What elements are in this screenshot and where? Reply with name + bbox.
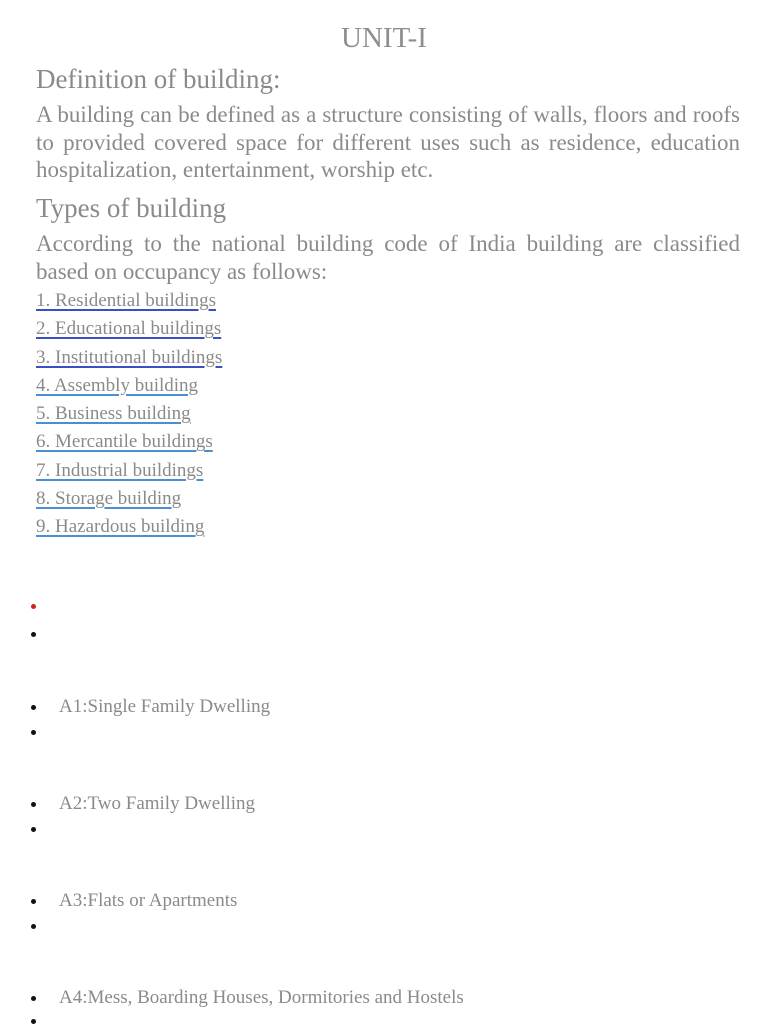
bullet-icon <box>31 802 36 807</box>
building-type-link[interactable]: 2. Educational buildings <box>36 318 222 340</box>
building-type-link[interactable]: 7. Industrial buildings <box>36 459 204 481</box>
list-item[interactable] <box>36 514 222 542</box>
building-types-list <box>36 288 222 543</box>
building-type-link[interactable]: 3. Institutional buildings <box>36 346 223 368</box>
building-type-link[interactable]: 4. Assembly building <box>36 374 199 396</box>
types-heading: Types of building <box>36 193 227 223</box>
page-title: UNIT-I <box>341 22 427 54</box>
list-item[interactable] <box>36 401 222 429</box>
bullet-icon <box>31 827 36 832</box>
list-item[interactable] <box>36 373 222 401</box>
list-item[interactable] <box>36 458 222 486</box>
bullet-icon <box>31 899 36 904</box>
building-type-link[interactable]: 8. Storage building <box>36 488 182 510</box>
bullet-red-icon <box>31 604 36 609</box>
definition-heading: Definition of building: <box>36 64 281 94</box>
building-type-link[interactable]: 9. Hazardous building <box>36 516 205 538</box>
types-intro: According to the national building code of India building are classified based on occupancy as follows: <box>36 231 740 284</box>
bullet-icon <box>31 1019 36 1024</box>
list-item[interactable] <box>36 486 222 514</box>
subtype-item: A3:Flats or Apartments <box>59 890 238 911</box>
subtype-item: A4:Mess, Boarding Houses, Dormitories and Hostels <box>59 987 464 1008</box>
bullet-icon <box>31 924 36 929</box>
list-item[interactable] <box>36 316 222 344</box>
building-type-link[interactable]: 5. Business building <box>36 403 191 425</box>
bullet-icon <box>31 996 36 1001</box>
bullet-icon <box>31 730 36 735</box>
list-item[interactable] <box>36 429 222 457</box>
bullet-icon <box>31 632 36 637</box>
subtype-item: A1:Single Family Dwelling <box>59 696 271 717</box>
subtype-item: A2:Two Family Dwelling <box>59 793 256 814</box>
building-type-link[interactable]: 6. Mercantile buildings <box>36 431 213 453</box>
bullet-icon <box>31 705 36 710</box>
definition-text: A building can be defined as a structure consisting of walls, floors and roofs to provided covered space for different uses such as residence, education hospitalization, entertainment, worship etc. <box>36 102 740 182</box>
building-type-link[interactable]: 1. Residential buildings <box>36 290 216 311</box>
list-item[interactable] <box>36 345 222 373</box>
list-item[interactable] <box>36 288 222 316</box>
